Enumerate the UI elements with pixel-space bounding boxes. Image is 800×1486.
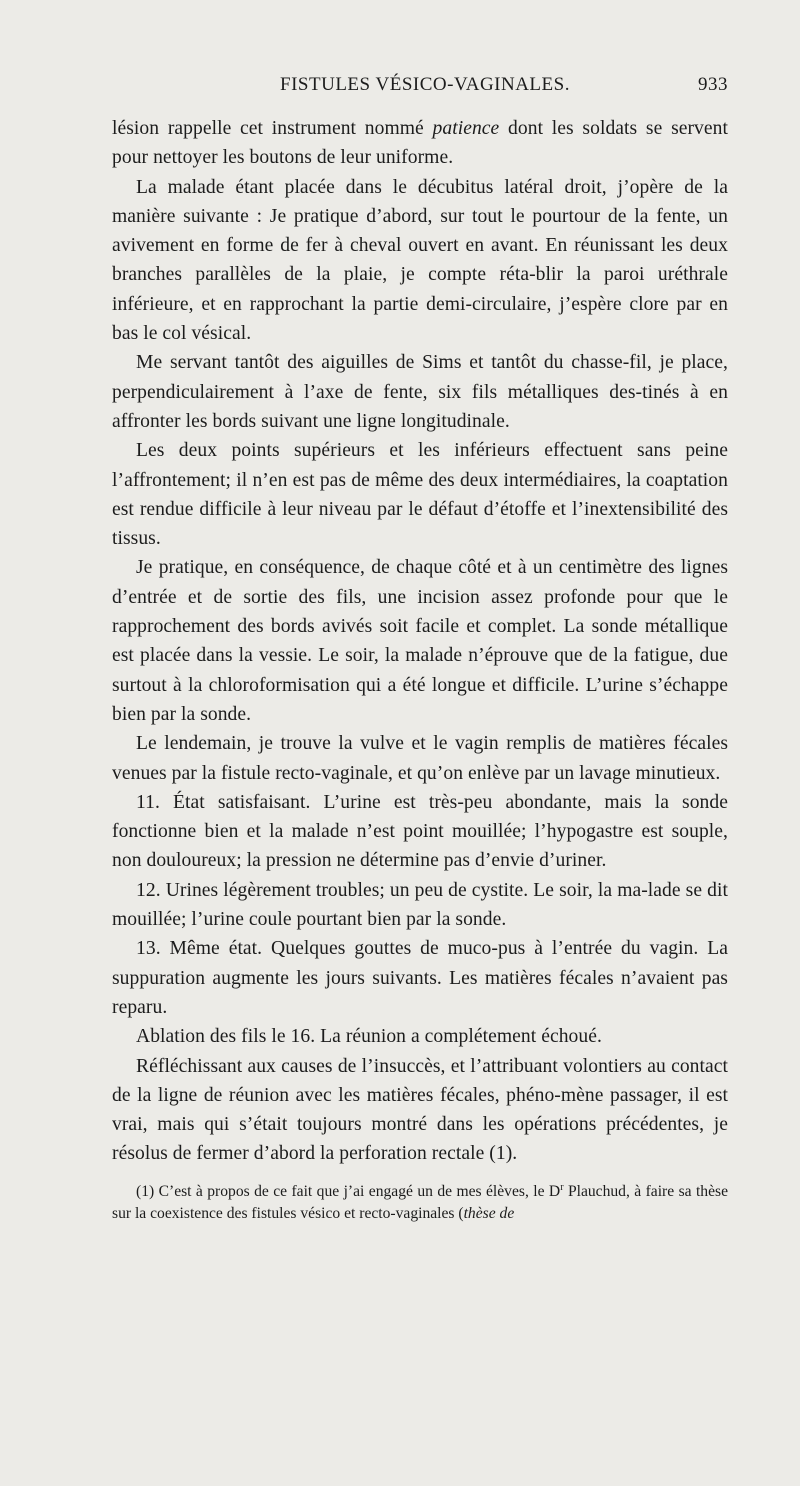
footnote-superscript: r — [560, 1181, 564, 1193]
paragraph: Le lendemain, je trouve la vulve et le vagin remplis de matières fécales venues par la fistule recto-vaginale, et qu’on enlève par un lavage minutieux. — [112, 733, 728, 784]
book-page — [0, 74, 800, 1486]
footnote-text: Plauchud, à faire sa thèse sur la coexistence des fistules vésico et recto-vaginales ( — [112, 1182, 729, 1222]
paragraph — [112, 114, 728, 173]
paragraph: 12. Urines légèrement troubles; un peu de cystite. Le soir, la ma-lade se dit mouillée; l’urine coule pourtant bien par la sonde. — [112, 879, 728, 931]
paragraph-text: dont les soldats se servent pour nettoyer les boutons de leur uniforme. — [112, 118, 728, 169]
footnote-text: C’est à propos de ce fait que j’ai engagé un de mes élèves, le D — [154, 1182, 561, 1200]
footnote-italic: thèse de — [463, 1204, 515, 1222]
paragraph: Ablation des fils le 16. La réunion a complétement échoué. — [136, 1026, 602, 1048]
paragraph: 11. État satisfaisant. L’urine est très-peu abondante, mais la sonde fonctionne bien et la malade n’est point mouillée; l’hypogastre est souple, non douloureux; la pression ne détermine pas d’envie d’uriner. — [112, 791, 728, 872]
paragraph: Réfléchissant aux causes de l’insuccès, et l’attribuant volontiers au contact de la ligne de réunion avec les matières fécales, phéno-mène passager, il est vrai, mais qui s’était toujours montré dans les opérations précédentes, je résolus de fermer d’abord la perforation rectale (1). — [112, 1055, 728, 1165]
paragraph: Me servant tantôt des aiguilles de Sims et tantôt du chasse-fil, je place, perpendiculairement à l’axe de fente, six fils métalliques des-tinés à en affronter les bords suivant une ligne longitudinale. — [112, 352, 728, 432]
running-title: FISTULES VÉSICO-VAGINALES. — [280, 74, 570, 95]
body-text — [112, 114, 728, 1169]
paragraph: Les deux points supérieurs et les inférieurs effectuent sans peine l’affrontement; il n’en est pas de même des deux intermédiaires, la coaptation est rendue difficile à leur niveau par le défaut d’étoffe et l’inextensibilité des tissus. — [112, 440, 728, 550]
paragraph-text: lésion rappelle cet instrument nommé — [112, 118, 433, 139]
italic-term: patience — [432, 118, 500, 139]
footnote — [112, 1181, 728, 1225]
paragraph: La malade étant placée dans le décubitus latéral droit, j’opère de la manière suivante : Je pratique d’abord, sur tout le pourtour de la fente, un avivement en forme de fer à cheval ouvert en avant. En réunissant les deux branches parallèles de la plaie, je compte réta-blir la paroi uréthrale inférieure, et en rapprochant la partie demi-circulaire, j’espère clore par en bas le col vésical. — [112, 176, 728, 345]
running-head — [112, 74, 728, 108]
page-number: 933 — [698, 74, 728, 95]
footnote-marker: (1) — [136, 1182, 155, 1200]
paragraph: Je pratique, en conséquence, de chaque côté et à un centimètre des lignes d’entrée et de sortie des fils, une incision assez profonde pour que le rapprochement des bords avivés soit facile et complet. La sonde métallique est placée dans la vessie. Le soir, la malade n’éprouve que de la fatigue, due surtout à la chloroformisation qui a été longue et difficile. L’urine s’échappe bien par la sonde. — [112, 557, 728, 725]
paragraph: 13. Même état. Quelques gouttes de muco-pus à l’entrée du vagin. La suppuration augmente les jours suivants. Les matières fécales n’avaient pas reparu. — [112, 938, 728, 1018]
